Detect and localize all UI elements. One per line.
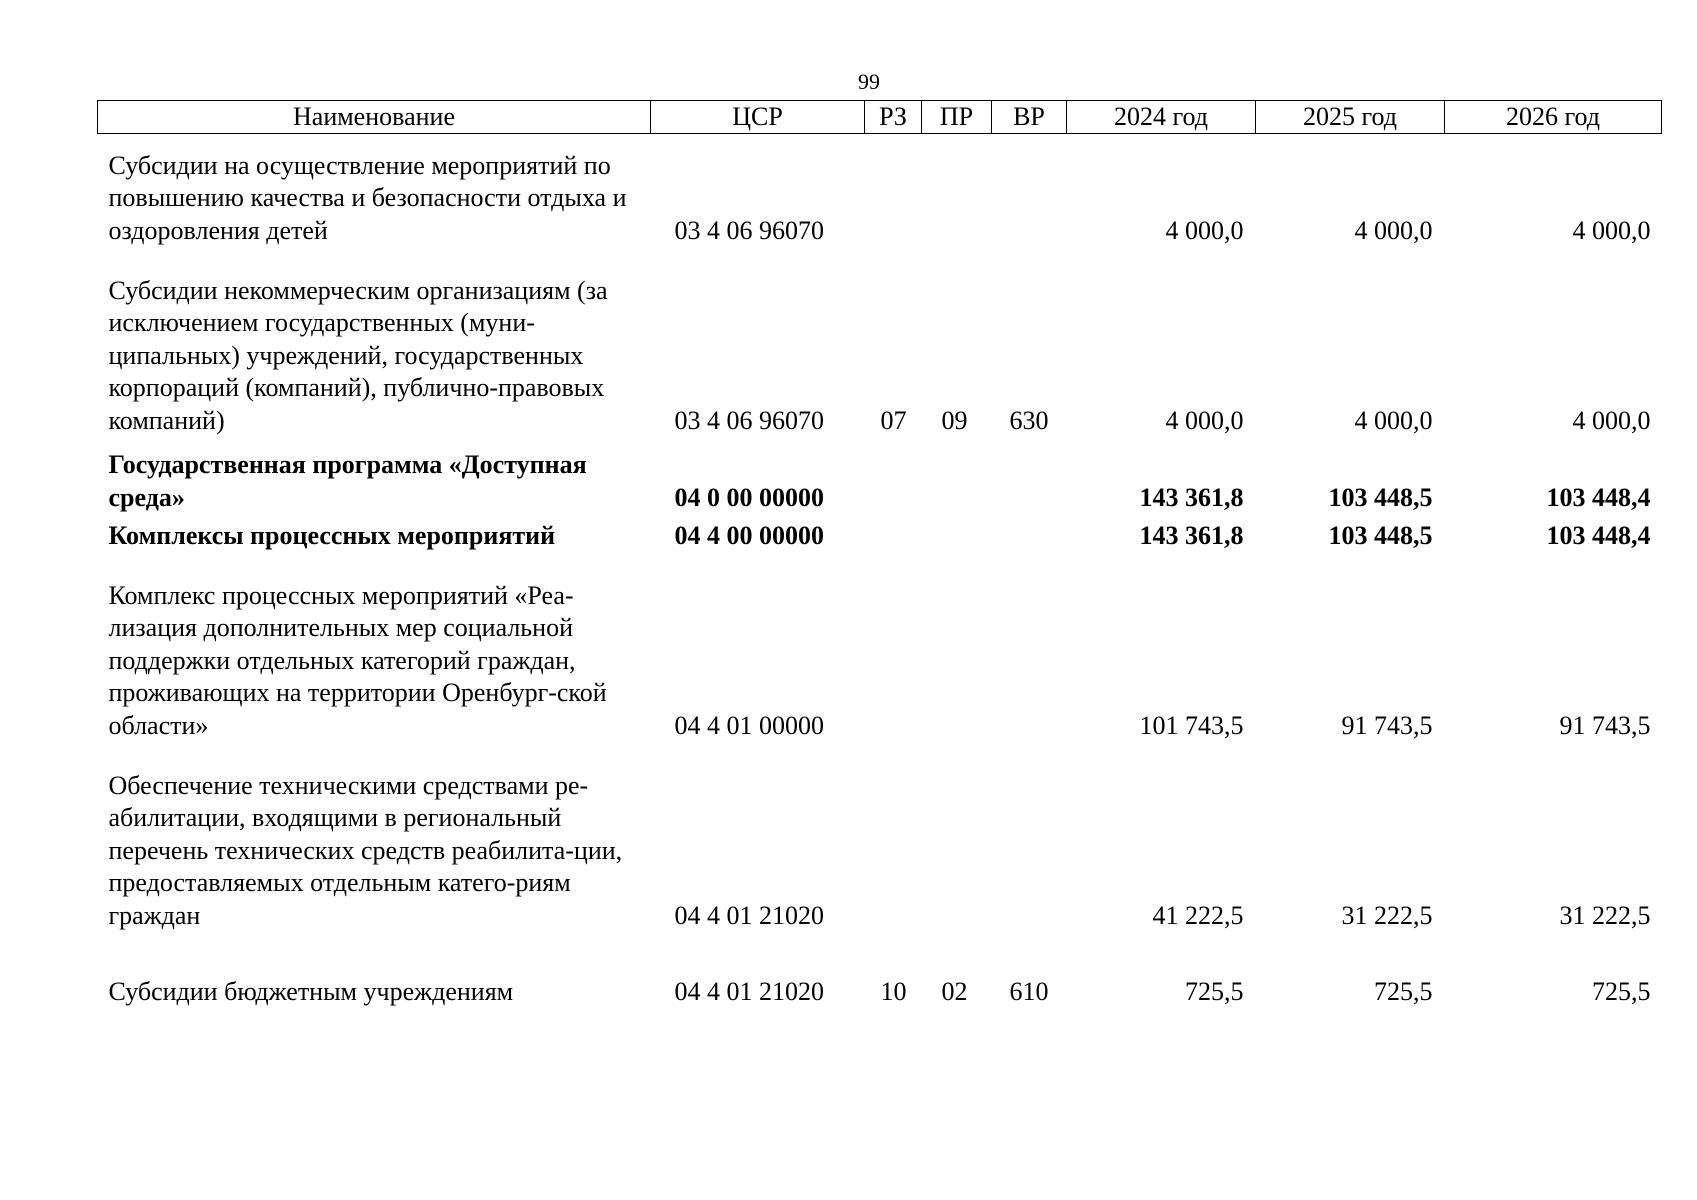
table-row xyxy=(98,932,1662,1008)
row-name: Государственная программа «Доступная среда» xyxy=(108,450,587,512)
row-name: Субсидии некоммерческим организациям (за исключением государственных (муни-ципальных) учреждений, государственных корпораций (компаний), публично-правовых компаний) xyxy=(108,275,608,435)
row-2024: 41 222,5 xyxy=(1152,900,1244,930)
header-name: Наименование xyxy=(98,101,651,134)
row-name: Комплекс процессных мероприятий «Реа-лизация дополнительных мер социальной поддержки отдельных категорий граждан, проживающих на территории Оренбург-ской области» xyxy=(108,580,607,740)
row-name: Обеспечение техническими средствами ре-абилитации, входящими в региональный перечень технических средств реабилита-ции, предоставляемых отдельным катего-риям граждан xyxy=(108,770,623,930)
row-2024: 143 361,8 xyxy=(1139,520,1244,550)
page-number: 99 xyxy=(858,69,880,94)
row-pr xyxy=(922,514,992,552)
row-2024: 4 000,0 xyxy=(1165,215,1244,245)
row-csr: 04 4 01 21020 xyxy=(674,976,824,1006)
row-2025: 725,5 xyxy=(1374,976,1433,1006)
row-rz xyxy=(865,134,922,248)
header-2026: 2026 год xyxy=(1445,101,1662,134)
row-rz xyxy=(865,437,922,514)
row-2024: 4 000,0 xyxy=(1165,405,1244,435)
row-pr xyxy=(922,437,992,514)
row-vr xyxy=(992,514,1067,552)
row-name: Субсидии бюджетным учреждениям xyxy=(108,976,514,1006)
row-rz xyxy=(865,552,922,742)
table-body xyxy=(98,134,1662,1009)
row-2024: 143 361,8 xyxy=(1139,482,1244,512)
row-name: Комплексы процессных мероприятий xyxy=(108,520,556,550)
table-row xyxy=(98,134,1662,248)
table-row xyxy=(98,552,1662,742)
header-rz: РЗ xyxy=(865,101,922,134)
row-csr: 03 4 06 96070 xyxy=(674,405,824,435)
row-rz: 07 xyxy=(880,405,907,435)
row-pr xyxy=(922,134,992,248)
row-name: Субсидии на осуществление мероприятий по повышению качества и безопасности отдыха и оздоровления детей xyxy=(108,150,627,245)
row-2025: 4 000,0 xyxy=(1354,405,1433,435)
row-pr: 02 xyxy=(941,976,968,1006)
budget-table xyxy=(97,100,1662,1008)
row-rz: 10 xyxy=(880,976,907,1006)
header-vr: ВР xyxy=(992,101,1067,134)
row-csr: 04 0 00 00000 xyxy=(674,482,824,512)
row-rz xyxy=(865,514,922,552)
row-2026: 91 743,5 xyxy=(1559,710,1651,740)
row-2026: 31 222,5 xyxy=(1559,900,1651,930)
row-vr: 610 xyxy=(1009,976,1049,1006)
row-2026: 4 000,0 xyxy=(1572,405,1651,435)
row-2025: 91 743,5 xyxy=(1341,710,1433,740)
row-vr xyxy=(992,134,1067,248)
row-vr xyxy=(992,552,1067,742)
row-2025: 4 000,0 xyxy=(1354,215,1433,245)
row-2025: 103 448,5 xyxy=(1328,520,1433,550)
table-row xyxy=(98,437,1662,514)
row-2024: 725,5 xyxy=(1185,976,1244,1006)
row-2026: 103 448,4 xyxy=(1546,520,1651,550)
table-row xyxy=(98,247,1662,437)
row-csr: 03 4 06 96070 xyxy=(674,215,824,245)
row-pr xyxy=(922,742,992,932)
table-row xyxy=(98,742,1662,932)
table-row xyxy=(98,514,1662,552)
row-pr xyxy=(922,552,992,742)
row-vr xyxy=(992,742,1067,932)
row-csr: 04 4 01 00000 xyxy=(674,710,824,740)
header-2024: 2024 год xyxy=(1067,101,1256,134)
row-csr: 04 4 00 00000 xyxy=(674,520,824,550)
header-2025: 2025 год xyxy=(1256,101,1445,134)
row-2025: 103 448,5 xyxy=(1328,482,1433,512)
row-rz xyxy=(865,742,922,932)
row-2026: 4 000,0 xyxy=(1572,215,1651,245)
header-row xyxy=(98,101,1662,134)
row-2026: 103 448,4 xyxy=(1546,482,1651,512)
row-2025: 31 222,5 xyxy=(1341,900,1433,930)
row-vr: 630 xyxy=(1009,405,1049,435)
header-csr: ЦСР xyxy=(651,101,865,134)
header-pr: ПР xyxy=(922,101,992,134)
row-csr: 04 4 01 21020 xyxy=(674,900,824,930)
table-header xyxy=(98,101,1662,134)
row-2026: 725,5 xyxy=(1592,976,1651,1006)
row-pr: 09 xyxy=(941,405,968,435)
row-2024: 101 743,5 xyxy=(1139,710,1244,740)
row-vr xyxy=(992,437,1067,514)
